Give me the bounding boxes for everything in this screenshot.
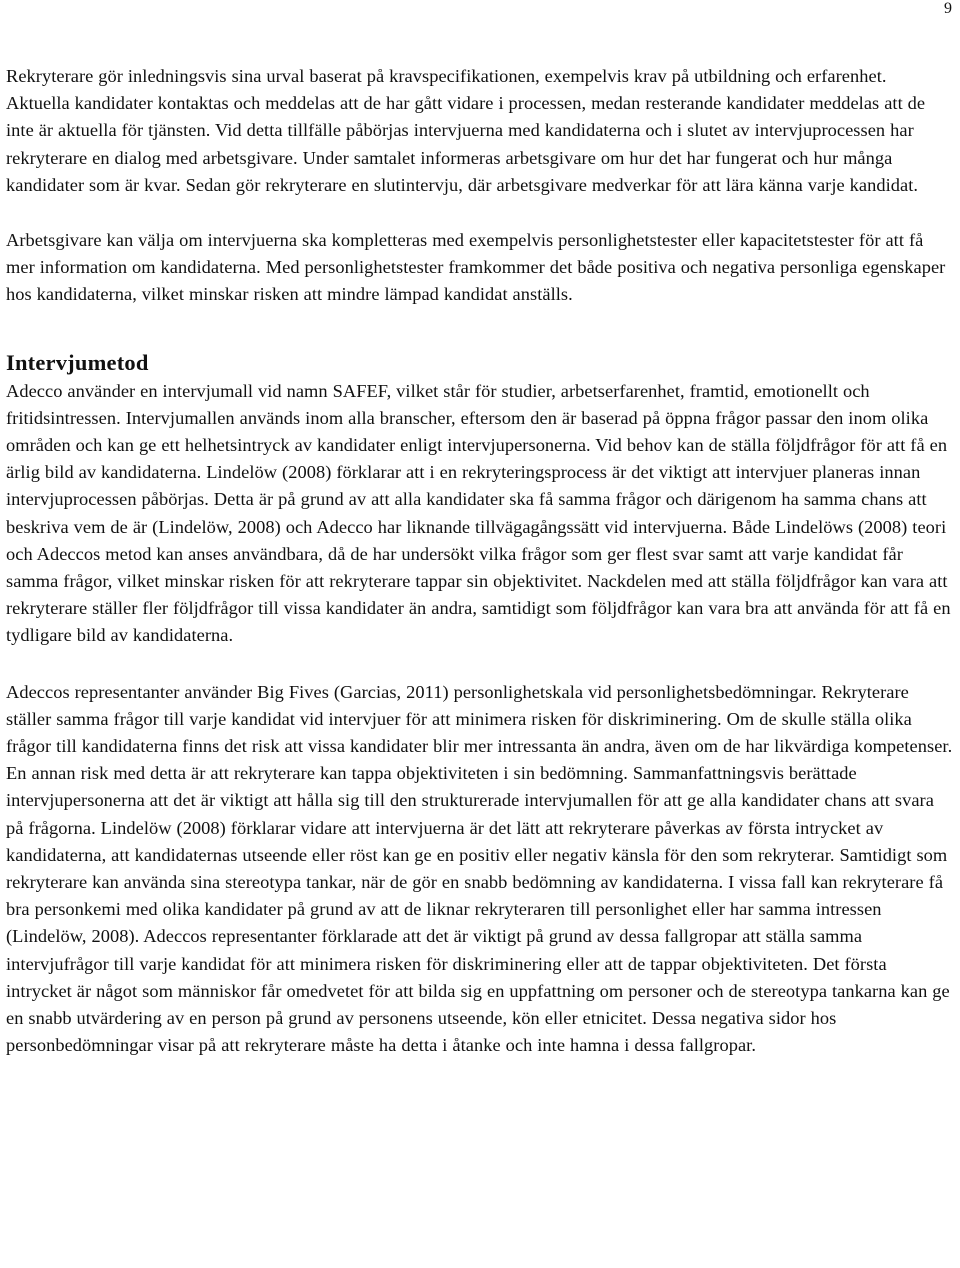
- document-body: [6, 63, 954, 1060]
- paragraph-interview-template: Adecco använder en intervjumall vid namn SAFEF, vilket står för studier, arbetserfarenhet, framtid, emotionellt och fritidsintressen. Intervjumallen används inom alla branscher, eftersom den är baserad på öppna frågor passar den inom olika områden och kan ge ett helhetsintryck av kandidater enligt intervjupersonerna. Vid behov kan de ställa följdfrågor för att få en ärlig bild av kandidaterna. Lindelöw (2008) förklarar att i en rekryteringsprocess är det viktigt att intervjuer planeras innan intervjuprocessen påbörjas. Detta är på grund av att alla kandidater ska få samma frågor och därigenom ha samma chans att beskriva vem de är (Lindelöw, 2008) och Adecco har liknande tillvägagångssätt vid intervjuerna. Både Lindelöws (2008) teori och Adeccos metod kan anses användbara, då de har undersökt vilka frågor som ger flest svar samt att varje kandidat får samma frågor, vilket minskar risken för att rekryterare tappar sin objektivitet. Nackdelen med att ställa följdfrågor kan vara att rekryterare ställer fler följdfrågor till vissa kandidater än andra, samtidigt som följdfrågor kan vara bra att använda för att få en tydligare bild av kandidaterna.: [6, 380, 951, 646]
- page-number: 9: [944, 0, 952, 17]
- section-heading-intervjumetod: Intervjumetod: [6, 349, 149, 375]
- paragraph-big-five-assessment: Adeccos representanter använder Big Fives (Garcias, 2011) personlighetskala vid personlighetsbedömningar. Rekryterare ställer samma frågor till varje kandidat vid intervjuer för att minimera risken för diskriminering. Om de skulle ställa olika frågor till kandidaterna finns det risk att vissa kandidater blir mer intressanta än andra, även om de har likvärdiga kompetenser. En annan risk med detta är att rekryterare kan tappa objektiviteten i sin bedömning. Sammanfattningsvis berättade intervjupersonerna att det är viktigt att hålla sig till den strukturerade intervjumallen för att ge alla kandidater chans att svara på frågorna. Lindelöw (2008) förklarar vidare att intervjuerna är det lätt att rekryterare påverkas av första intrycket av kandidaterna, att kandidaternas utseende eller röst kan ge en positiv eller negativ känsla för den som rekryterar. Samtidigt som rekryterare kan använda sina stereotypa tankar, när de gör en snabb bedömning av kandidaterna. I vissa fall kan rekryterare få bra personkemi med olika kandidater på grund av att de liknar rekryteraren till personlighet eller har samma intressen (Lindelöw, 2008). Adeccos representanter förklarade att det är viktigt på grund av dessa fallgropar att ställa samma intervjufrågor till varje kandidat för att minimera risken för diskriminering eller att de tappar objektiviteten. Det första intrycket är något som människor får omedvetet för att bilda sig en uppfattning om personer och de stereotypa tankarna kan ge en snabb utvärdering av en person på grund av personens utseende, kön eller etnicitet. Dessa negativa sidor hos personbedömningar visar på att rekryterare måste ha detta i åtanke och inte hamna i dessa fallgropar.: [6, 681, 953, 1056]
- paragraph-recruitment-process: Rekryterare gör inledningsvis sina urval baserat på kravspecifikationen, exempelvis krav på utbildning och erfarenhet. Aktuella kandidater kontaktas och meddelas att de har gått vidare i processen, medan resterande kandidater meddelas att de inte är aktuella för tjänsten. Vid detta tillfälle påbörjas intervjuerna med kandidaterna och i slutet av intervjuprocessen har rekryterare en dialog med arbetsgivare. Under samtalet informeras arbetsgivare om hur det har fungerat och hur många kandidater som är kvar. Sedan gör rekryterare en slutintervju, där arbetsgivare medverkar för att lära känna varje kandidat.: [6, 66, 926, 195]
- paragraph-personality-tests: Arbetsgivare kan välja om intervjuerna ska kompletteras med exempelvis personlighetstester eller kapacitetstester för att få mer information om kandidaterna. Med personlighetstester framkommer det både positiva och negativa personliga egenskaper hos kandidaterna, vilket minskar risken att mindre lämpad kandidat anställs.: [6, 230, 946, 305]
